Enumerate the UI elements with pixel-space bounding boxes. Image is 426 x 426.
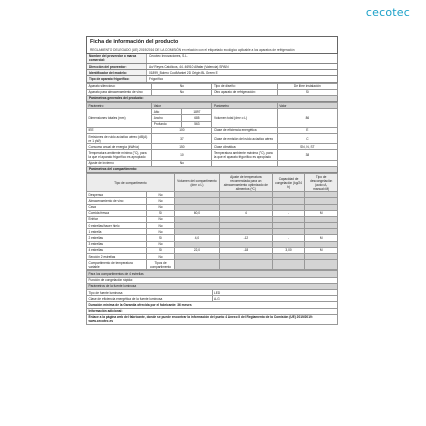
compartment-type: Compartimento de temperatura variable	[87, 260, 147, 270]
general-table	[86, 102, 338, 167]
compartment-value: No	[147, 229, 175, 235]
supplier-label: Nombre del proveedor o marca comercial:	[87, 54, 147, 63]
parameter-name: Consumo anual de energía (kWh/a)	[87, 144, 152, 150]
dimension-name: Profundo	[152, 121, 182, 127]
dimension-value: 685	[182, 115, 212, 121]
compartment-value: 4	[220, 210, 273, 216]
warranty-row: Duración mínima de la Garantía ofrecida por el fabricante: 36 meses	[87, 302, 338, 308]
compartment-header-cell: Capacidad de congelación (kg/24 h)	[272, 173, 305, 191]
parameter-name: Clase climática:	[212, 144, 277, 150]
compartment-value: 3,00	[272, 247, 305, 253]
additional-info-row: Información adicional:	[87, 308, 338, 314]
parameter-name	[212, 160, 277, 166]
compartment-value: -	[272, 210, 305, 216]
general-row	[87, 134, 338, 144]
compartment-value	[174, 260, 219, 270]
light-parameter: Clase de eficiencia energética de la fuente luminosa	[87, 296, 213, 302]
parameter-value: 38	[277, 150, 337, 160]
compartment-value	[272, 260, 305, 270]
type-cell: Tipo de diseño:	[212, 83, 277, 89]
brand-name: cecotec	[365, 6, 410, 19]
compartment-type: Comida fresca	[87, 210, 147, 216]
compartment-value: 60,0	[174, 210, 219, 216]
parameter-value: 10	[152, 150, 212, 160]
compartment-value: No	[147, 192, 175, 198]
compartment-type: 4 estrellas	[87, 247, 147, 253]
parameter-name: Clase de emisión del ruido acústico aéreo	[212, 134, 277, 144]
light-parameter: Tipo de fuente luminosa	[87, 289, 213, 295]
general-header-cell: Parámetro	[212, 103, 277, 109]
type-cell: No	[152, 89, 212, 95]
type-cell: Sí	[277, 89, 337, 95]
compartment-value: No	[147, 254, 175, 260]
product-info-sheet	[86, 36, 338, 325]
type-cell: Aparato silencioso:	[87, 83, 152, 89]
dimension-name: Alto	[152, 109, 182, 115]
parameter-value	[277, 160, 337, 166]
parameter-value: 37	[152, 134, 212, 144]
compartment-type: Cava	[87, 204, 147, 210]
type-cell: Otro aparato de refrigeración:	[212, 89, 277, 95]
general-row	[87, 150, 338, 160]
type-cell: No	[152, 83, 212, 89]
parameter-value: No	[152, 160, 212, 166]
compartment-value: M	[305, 235, 338, 241]
parameter-name: Emisiones de ruido acústico aéreo (dB(A) re 1 pW)	[87, 134, 152, 144]
dimensions-label: Dimensiones totales (mm)	[87, 109, 152, 128]
compartment-value: Sí	[147, 247, 175, 253]
sheet-title: Ficha de información del producto	[90, 39, 179, 45]
parameter-name: IEE	[87, 127, 152, 133]
parameter-name: Temperatura ambiente máxima (°C), para la que el aparato frigorífico es apropiado	[212, 150, 277, 160]
supplier-block	[86, 54, 338, 83]
parameter-value: E	[277, 127, 337, 133]
general-header-cell: Parámetro	[87, 103, 152, 109]
compartment-type: Enfriar	[87, 216, 147, 222]
quick-freeze-row: Función de congelación rápida:	[87, 277, 338, 283]
compartment-value: Sí	[147, 210, 175, 216]
supplier-value: 01899_Bolero CoolMarket 2D Origin BL Green E	[149, 70, 218, 75]
parameter-value: 100	[152, 127, 212, 133]
compartment-value: M	[305, 247, 338, 253]
compartment-value: No	[147, 223, 175, 229]
dimension-name: Ancho	[152, 115, 182, 121]
compartment-type: Almacenamiento de vino	[87, 198, 147, 204]
supplier-value: Av/ Reyes Católicos, 44. 46910 Alfafar (Valencia) SPAIN	[149, 64, 229, 69]
compartment-header-cell: Tipo de descongelación (auto=A, manual=M)	[305, 173, 338, 191]
compartment-value: -12	[220, 235, 273, 241]
sheet-header	[86, 36, 338, 54]
type-cell: Aparato para almacenamiento de vino:	[87, 89, 152, 95]
parameter-name: Ajuste de invierno	[87, 160, 152, 166]
compartment-value: -	[272, 235, 305, 241]
dimension-value: 563	[182, 121, 212, 127]
compartment-section-title: Parámetros del compartimento:	[86, 167, 338, 173]
supplier-value: Frigorífico	[149, 76, 164, 81]
supplier-label: Tipo de aparato frigorífico:	[87, 76, 147, 81]
compartment-type: Sección 2 estrellas	[87, 254, 147, 260]
general-header-cell: Valor	[277, 103, 337, 109]
compartment-value: No	[147, 241, 175, 247]
supplier-label: Dirección del proveedor:	[87, 64, 147, 69]
compartment-value: No	[147, 216, 175, 222]
compartment-header-cell: Ajuste de temperatura recomendada para un almacenamiento optimizado de alimentos (ºC)	[220, 173, 273, 191]
compartment-value: 22,0	[174, 247, 219, 253]
compartment-value: No	[147, 204, 175, 210]
compartment-type: 0 estrellas/hacer hielo	[87, 223, 147, 229]
type-cell: De libre instalación	[277, 83, 337, 89]
compartment-type: Despensa	[87, 192, 147, 198]
compartment-type: 3 estrellas	[87, 241, 147, 247]
footer-link-row: Enlace a la página web del fabricante, donde se puede encontrar la información del punto 4 Anexo II del Reglamento de la Comisión (UE) 2019/2019: www.cecotec.es	[87, 314, 338, 324]
volume-label: Volumen total (dm³ o L)	[212, 109, 277, 128]
compartment-header-cell: Volumen del compartimento (dm³ o L)	[174, 173, 219, 191]
regulation-text: REGLAMENTO DELEGADO (UE) 2019/2016 DE LA COMISIÓN en relación con el etiquetado ecológico aplicable a los aparatos de refrigeración	[90, 47, 295, 52]
general-row	[87, 160, 338, 166]
extra-table	[86, 270, 338, 325]
dimension-value: 1897	[182, 109, 212, 115]
brand-logo	[366, 6, 410, 19]
compartment-value	[305, 260, 338, 270]
compartment-value	[220, 260, 273, 270]
type-row	[87, 89, 338, 95]
supplier-row	[86, 54, 338, 64]
supplier-value: Cecotec Innovaciones, S.L.	[149, 54, 188, 59]
parameter-value: SN, N, ST	[277, 144, 337, 150]
compartment-type: 2 estrellas	[87, 235, 147, 241]
volume-value: 86	[277, 109, 337, 128]
dimension-row	[87, 109, 338, 115]
parameter-value: C	[277, 134, 337, 144]
compartment-value: No	[147, 198, 175, 204]
general-header-cell: Valor	[152, 103, 212, 109]
type-table	[86, 83, 338, 96]
parameter-name: Temperatura ambiente mínima (°C), para la que el aparato frigorífico es apropiado	[87, 150, 152, 160]
compartment-value: Sí	[147, 235, 175, 241]
parameter-value: 150	[152, 144, 212, 150]
compartment-header-row	[87, 173, 338, 191]
light-section-title: Parámetros de la fuente luminosa	[87, 283, 338, 289]
compartment-table	[86, 173, 338, 270]
compartment-type: 1 estrella	[87, 229, 147, 235]
four-star-note: Para los compartimentos de 4 estrellas	[87, 271, 338, 277]
compartment-value: 4,0	[174, 235, 219, 241]
compartment-value: M	[305, 210, 338, 216]
compartment-value: -18	[220, 247, 273, 253]
light-value: A-G	[212, 296, 338, 302]
supplier-label: Identificador del modelo:	[87, 70, 147, 75]
compartment-value: Tipos de compartimento	[147, 260, 175, 270]
parameter-name: Clase de eficiencia energética	[212, 127, 277, 133]
compartment-row	[87, 260, 338, 270]
general-section-title: Parámetros generales del producto:	[86, 96, 338, 102]
compartment-header-cell: Tipo de compartimento	[87, 173, 175, 191]
light-value: LED	[212, 289, 338, 295]
